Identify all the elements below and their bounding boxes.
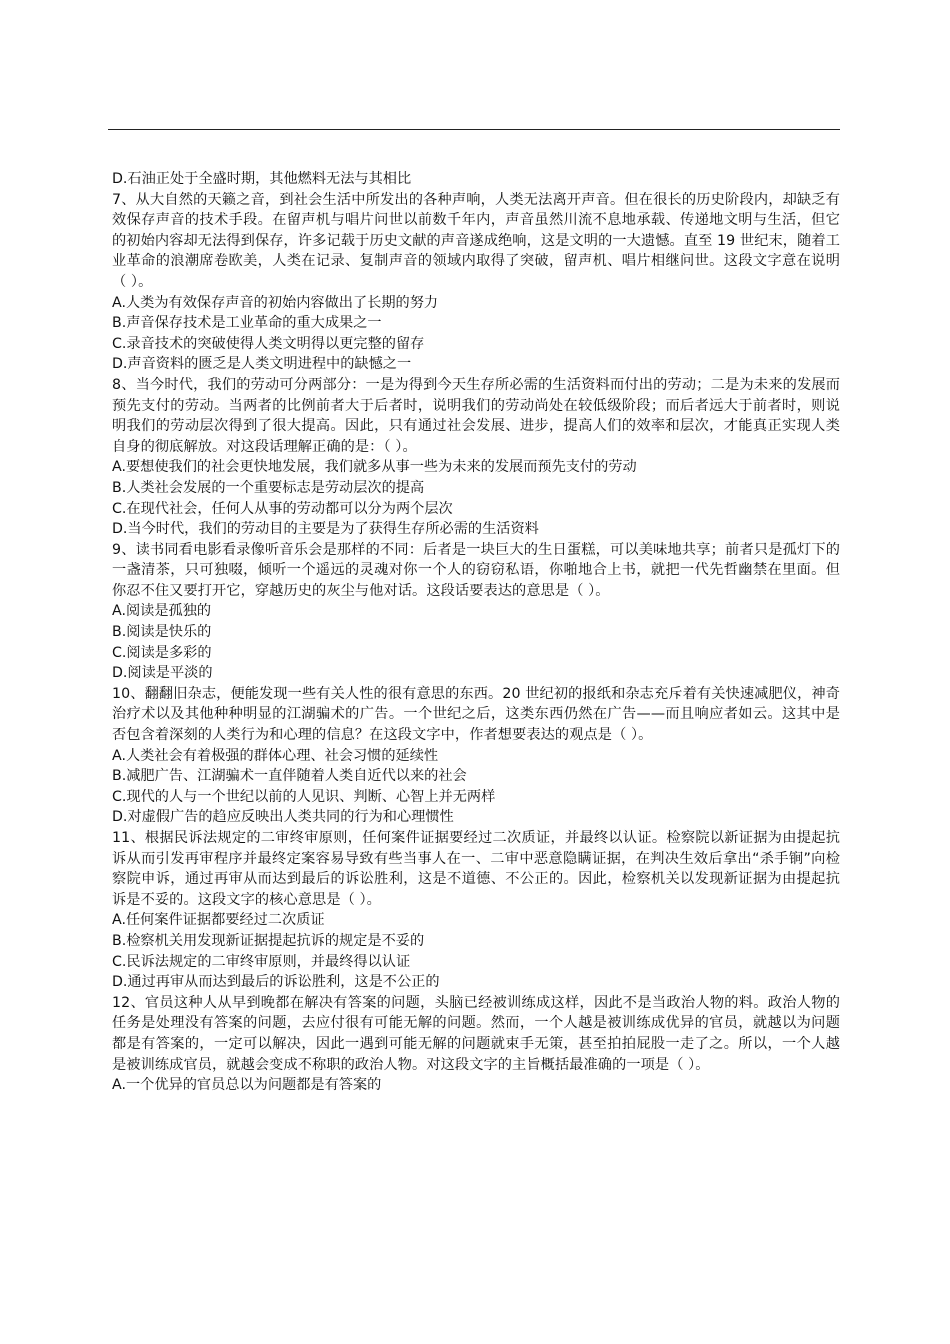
option-b: B.检察机关用发现新证据提起抗诉的规定是不妥的 — [112, 932, 425, 949]
header-rule — [108, 129, 840, 130]
question-11 — [112, 828, 840, 993]
option-c: C.在现代社会，任何人从事的劳动都可以分为两个层次 — [112, 500, 453, 517]
question-stem: 12、官员这种人从早到晚都在解决有答案的问题，头脑已经被训练成这样，因此不是当政治人物的料。政治人物的任务是处理没有答案的问题，去应付很有可能无解的问题。然而，一个人越是被训练成优异的官员，就越以为问题都是有答案的，一定可以解决，因此一遇到可能无解的问题就束手无策，甚至拍拍屁股一走了之。所以，一个人越是被训练成官员，就越会变成不称职的政治人物。对这段文字的主旨概括最准确的一项是（ ）。 — [112, 994, 840, 1073]
question-stem: 10、翻翻旧杂志，便能发现一些有关人性的很有意思的东西。20 世纪初的报纸和杂志充斥着有关快速减肥仪，神奇治疗术以及其他种种明显的江湖骗术的广告。一个世纪之后，这类东西仍然在广告——而且响应者如云。这其中是否包含着深刻的人类行为和心理的信息？在这段文字中，作者想要表达的观点是（ ）。 — [112, 685, 840, 744]
question-8 — [112, 375, 840, 540]
question-9 — [112, 540, 840, 684]
question-12 — [112, 993, 840, 1096]
question-stem: 9、读书同看电影看录像听音乐会是那样的不同：后者是一块巨大的生日蛋糕，可以美味地共享；前者只是孤灯下的一盏清茶，只可独啜，倾听一个遥远的灵魂对你一个人的窃窃私语，你啪地合上书，就把一代先哲幽禁在里面。但你忍不住又要打开它，穿越历史的灰尘与他对话。这段话要表达的意思是（ ）。 — [112, 541, 840, 599]
option-c: C.现代的人与一个世纪以前的人见识、判断、心智上并无两样 — [112, 788, 496, 805]
option-a: A.一个优异的官员总以为问题都是有答案的 — [112, 1077, 382, 1094]
question-stem: 7、从大自然的天籁之音，到社会生活中所发出的各种声响，人类无法离开声音。但在很长的历史阶段内，却缺乏有效保存声音的技术手段。在留声机与唱片问世以前数千年内，声音虽然川流不息地承载、传递地文明与生活，但它的初始内容却无法得到保存，许多记载于历史文献的声音遂成绝响，这是文明的一大遗憾。直至 19 世纪末，随着工业革命的浪潮席卷欧美，人类在记录、复制声音的领域内取得了突破，留声机、唱片相继问世。这段文字意在说明（ ）。 — [112, 191, 840, 290]
question-10 — [112, 684, 840, 828]
option-c: C.阅读是多彩的 — [112, 644, 212, 661]
question-7 — [112, 190, 840, 375]
option-d: D.阅读是平淡的 — [112, 665, 213, 682]
carryover-option: D.石油正处于全盛时期，其他燃料无法与其相比 — [112, 171, 412, 187]
option-b: B.减肥广告、江湖骗术一直伴随着人类自近代以来的社会 — [112, 768, 467, 785]
question-stem: 8、当今时代，我们的劳动可分两部分：一是为得到今天生存所必需的生活资料而付出的劳动；二是为未来的发展而预先支付的劳动。当两者的比例前者大于后者时，说明我们的劳动尚处在较低级阶段；而后者远大于前者时，则说明我们的劳动层次得到了很大提高。因此，只有通过社会发展、进步，提高人们的效率和层次，才能真正实现人类自身的彻底解放。对这段话理解正确的是：（ ）。 — [112, 376, 840, 455]
option-a: A.阅读是孤独的 — [112, 603, 212, 620]
option-c: C.民诉法规定的二审终审原则，并最终得以认证 — [112, 953, 411, 970]
option-b: B.阅读是快乐的 — [112, 624, 212, 641]
option-b: B.人类社会发展的一个重要标志是劳动层次的提高 — [112, 479, 425, 496]
option-a: A.人类为有效保存声音的初始内容做出了长期的努力 — [112, 294, 439, 311]
question-stem: 11、根据民诉法规定的二审终审原则，任何案件证据要经过二次质证，并最终以认证。检察院以新证据为由提起抗诉从而引发再审程序并最终定案容易导致有些当事人在一、二审中恶意隐瞒证据，在判决生效后拿出“杀手锏”向检察院申诉，通过再审从而达到最后的诉讼胜利，这是不道德、不公正的。因此，检察机关以发现新证据为由提起抗诉是不妥的。这段文字的核心意思是（ ）。 — [112, 830, 840, 908]
option-d: D.当今时代，我们的劳动目的主要是为了获得生存所必需的生活资料 — [112, 521, 539, 538]
option-b: B.声音保存技术是工业革命的重大成果之一 — [112, 315, 382, 332]
option-a: A.任何案件证据都要经过二次质证 — [112, 912, 325, 929]
option-a: A.人类社会有着极强的群体心理、社会习惯的延续性 — [112, 747, 439, 764]
document-body — [112, 169, 840, 1096]
option-a: A.要想使我们的社会更快地发展，我们就多从事一些为未来的发展而预先支付的劳动 — [112, 459, 637, 476]
option-d: D.通过再审从而达到最后的诉讼胜利，这是不公正的 — [112, 974, 440, 991]
option-c: C.录音技术的突破使得人类文明得以更完整的留存 — [112, 335, 425, 352]
option-d: D.对虚假广告的趋应反映出人类共同的行为和心理惯性 — [112, 809, 454, 826]
option-d: D.声音资料的匮乏是人类文明进程中的缺憾之一 — [112, 356, 412, 373]
